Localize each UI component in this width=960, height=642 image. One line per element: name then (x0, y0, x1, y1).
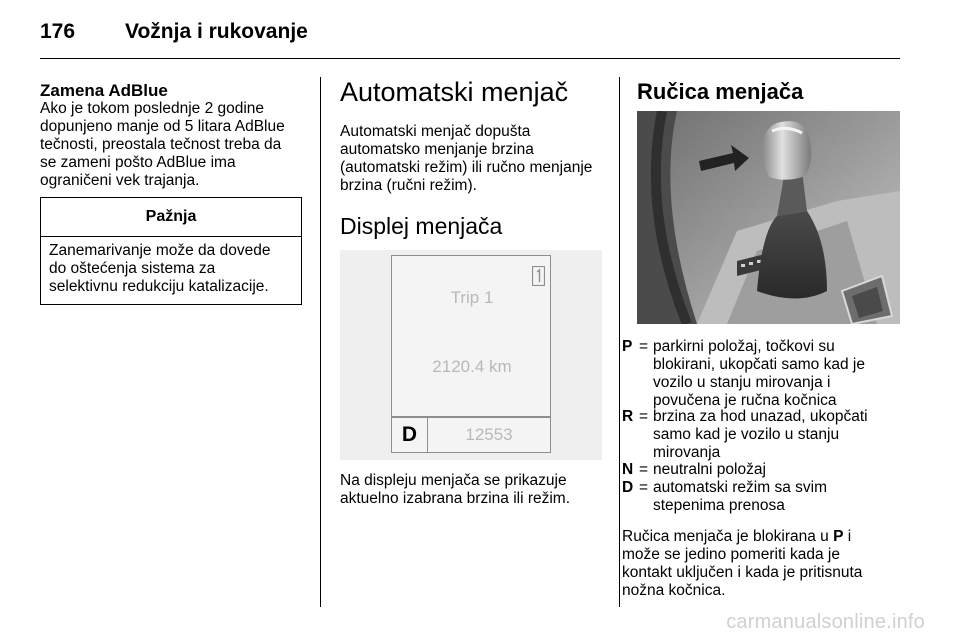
chapter-title: Vožnja i rukovanje (125, 20, 308, 43)
text-line: Automatski menjač dopušta (340, 123, 531, 140)
text-fragment: Ručica menjača je blokirana u (622, 528, 834, 545)
warning-title: Pažnja (41, 198, 301, 237)
column-divider-1 (320, 77, 321, 607)
text-fragment: i (843, 528, 852, 545)
text-line: nožna kočnica. (622, 582, 726, 599)
text-line: vozilo u stanju mirovanja i (653, 374, 831, 391)
lever-lock-paragraph (622, 528, 862, 600)
gear-description (653, 479, 913, 515)
text-line: Ako je tokom poslednje 2 godine (40, 100, 265, 117)
text-line (622, 528, 862, 546)
gear-description (653, 461, 913, 479)
text-line: automatski režim sa svim (653, 479, 827, 496)
display-caption (340, 472, 570, 508)
adblue-heading: Zamena AdBlue (40, 81, 168, 100)
text-line: automatsko menjanje brzina (340, 141, 534, 158)
gear-description (653, 408, 913, 462)
text-line: neutralni položaj (653, 461, 766, 478)
gear-equals: = (639, 408, 649, 425)
gear-lever-heading: Ručica menjača (637, 79, 804, 104)
gear-indicator: D (392, 417, 428, 452)
trip-distance: 2120.4 km (432, 357, 512, 376)
text-line: samo kad je vozilo u stanju (653, 426, 840, 443)
gear-lever-photo (637, 111, 900, 324)
text-line: se zameni pošto AdBlue ima (40, 154, 236, 171)
gear-key: P (622, 338, 633, 355)
one-indicator-icon (532, 266, 545, 286)
gear-description (653, 338, 913, 410)
text-line: stepenima prenosa (653, 497, 785, 514)
gear-key: R (622, 408, 634, 425)
page-header (40, 20, 308, 44)
text-line: dopunjeno manje od 5 litara AdBlue (40, 118, 285, 135)
gear-key: N (622, 461, 634, 478)
text-line: blokirani, ukopčati samo kad je (653, 356, 865, 373)
automatic-transmission-heading: Automatski menjač (340, 77, 569, 107)
trip-label: Trip 1 (450, 288, 494, 307)
odometer: 12553 (465, 425, 513, 444)
text-line: selektivnu redukciju katalizacije. (49, 278, 269, 295)
text-line: može se jedino pomeriti kada je (622, 546, 840, 563)
text-line: povučena je ručna kočnica (653, 392, 837, 409)
text-line: brzina (ručni režim). (340, 177, 477, 194)
gear-equals: = (639, 461, 649, 478)
text-line: (automatski režim) ili ručno menjanje (340, 159, 593, 176)
display-heading: Displej menjača (340, 213, 503, 239)
gear-equals: = (639, 338, 649, 355)
text-line: kontakt uključen i kada je pritisnuta (622, 564, 863, 581)
text-line: aktuelno izabrana brzina ili režim. (340, 490, 571, 507)
automatic-paragraph (340, 123, 592, 195)
adblue-paragraph (40, 100, 285, 190)
text-line: mirovanja (653, 444, 721, 461)
text-line: ograničeni vek trajanja. (40, 172, 200, 189)
text-line: tečnosti, preostala tečnost treba da (40, 136, 282, 153)
warning-body (41, 237, 301, 296)
text-line: Zanemarivanje može da dovede (49, 242, 271, 259)
text-line: Na displeju menjača se prikazuje (340, 472, 567, 489)
gear-key: D (622, 479, 634, 496)
header-divider (40, 58, 900, 59)
column-divider-2 (619, 77, 620, 607)
page-number: 176 (40, 20, 76, 43)
text-line: parkirni položaj, točkovi su (653, 338, 835, 355)
text-line: brzina za hod unazad, ukopčati (653, 408, 868, 425)
warning-box (40, 197, 302, 305)
text-line: do oštećenja sistema za (49, 260, 216, 277)
gear-p-bold: P (833, 528, 844, 545)
watermark: carmanualsonline.info (726, 611, 925, 633)
gear-equals: = (639, 479, 649, 496)
transmission-display (391, 255, 551, 453)
